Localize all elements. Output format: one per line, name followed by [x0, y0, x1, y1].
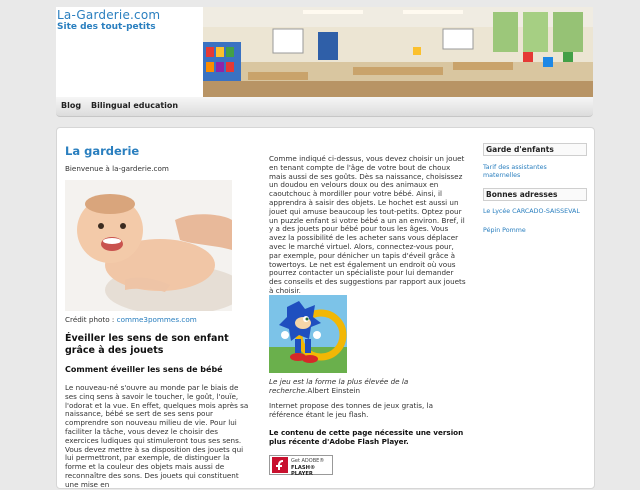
flash-badge-top: Get ADOBE®	[291, 458, 325, 464]
article-paragraph-2: Comme indiqué ci-dessus, vous devez choisir un jouet en tenant compte de l'âge de votre bout de choux mais aussi de ses goûts. Dès sa naissance, choisissez un doudou en velours doux ou des animaux en caoutchouc à mordiller pour votre bébé. Ainsi, il apprendra à saisir des objets. Le hochet est aussi un jouet qui amuse beaucoup les tout-petits. Optez pour un puzzle enfant si votre bébé a un an environ. Bref, il y a des jouets pour bébé pour tous les âges. Vous avez la possibilité de les acheter sans vous déplacer avec le marché virtuel. Alors, connectez-vous pour, par exemple, pour dénicher un tapis d'éveil grâce à towertoys. Le net est également un endroit où vous pourrez contacter un spécialiste pour lui demander des conseils et des suggestions par rapport aux jouets à choisir.	[269, 154, 466, 295]
main-nav	[56, 97, 593, 117]
baby-photo	[65, 180, 232, 311]
quote-text: Le jeu est la forme la plus élevée de la recherche.	[269, 377, 409, 395]
widget-title-garde: Garde d'enfants	[483, 143, 587, 156]
article-subheading: Comment éveiller les sens de bébé	[65, 365, 223, 374]
welcome-text: Bienvenue à la-garderie.com	[65, 164, 169, 173]
sidebar-link-tarif[interactable]: Tarif des assistantes maternelles	[483, 164, 547, 179]
header-classroom-photo	[203, 7, 593, 97]
article-heading: Éveiller les sens de son enfant grâce à des jouets	[65, 333, 229, 356]
site-header	[56, 7, 593, 97]
credit-label: Crédit photo :	[65, 315, 117, 324]
sonic-image	[269, 295, 347, 373]
flash-icon	[271, 456, 289, 474]
content-area	[56, 127, 595, 489]
credit-link[interactable]: comme3pommes.com	[116, 315, 197, 324]
article-paragraph-1: Le nouveau-né s'ouvre au monde par le biais de ses cinq sens à savoir le toucher, le goût, l'ouïe, l'odorat et la vue. En effet, quelques mois après sa naissance, bébé se sert de ses sens pour comprendre son nouveau milieu de vie. Pour lui faciliter la tâche, vous devez le choisir des exercices ludiques qui stimuleront tous ses sens. Vous devez mettre à sa disposition des jouets qui lui permettront, par exemple, de distinguer la forme et la couleur des objets mais aussi de reconnaître des sons. Des jouets qui constituent une mise en	[65, 383, 249, 489]
photo-credit	[65, 316, 197, 325]
einstein-quote	[269, 378, 467, 396]
flash-notice: Le contenu de cette page nécessite une version plus récente d'Adobe Flash Player.	[269, 428, 464, 446]
widget-title-adresses: Bonnes adresses	[483, 188, 587, 201]
site-title[interactable]: La-Garderie.com	[57, 8, 161, 22]
flash-badge-bottom: FLASH® PLAYER	[291, 465, 316, 477]
internet-text: Internet propose des tonnes de jeux gratis, la référence étant le jeu flash.	[269, 401, 434, 419]
quote-author: Albert Einstein	[307, 385, 361, 395]
nav-item-bilingual-education[interactable]: Bilingual education	[91, 101, 179, 110]
site-subtitle: Site des tout-petits	[57, 22, 156, 32]
sidebar-link-lycee[interactable]: Le Lycée CARCADO-SAISSEVAL	[483, 208, 580, 215]
sidebar-link-pepin-pomme[interactable]: Pépin Pomme	[483, 227, 526, 234]
page-title: La garderie	[65, 144, 140, 158]
nav-item-blog[interactable]: Blog	[61, 101, 82, 110]
get-flash-player-button[interactable]	[269, 455, 333, 475]
